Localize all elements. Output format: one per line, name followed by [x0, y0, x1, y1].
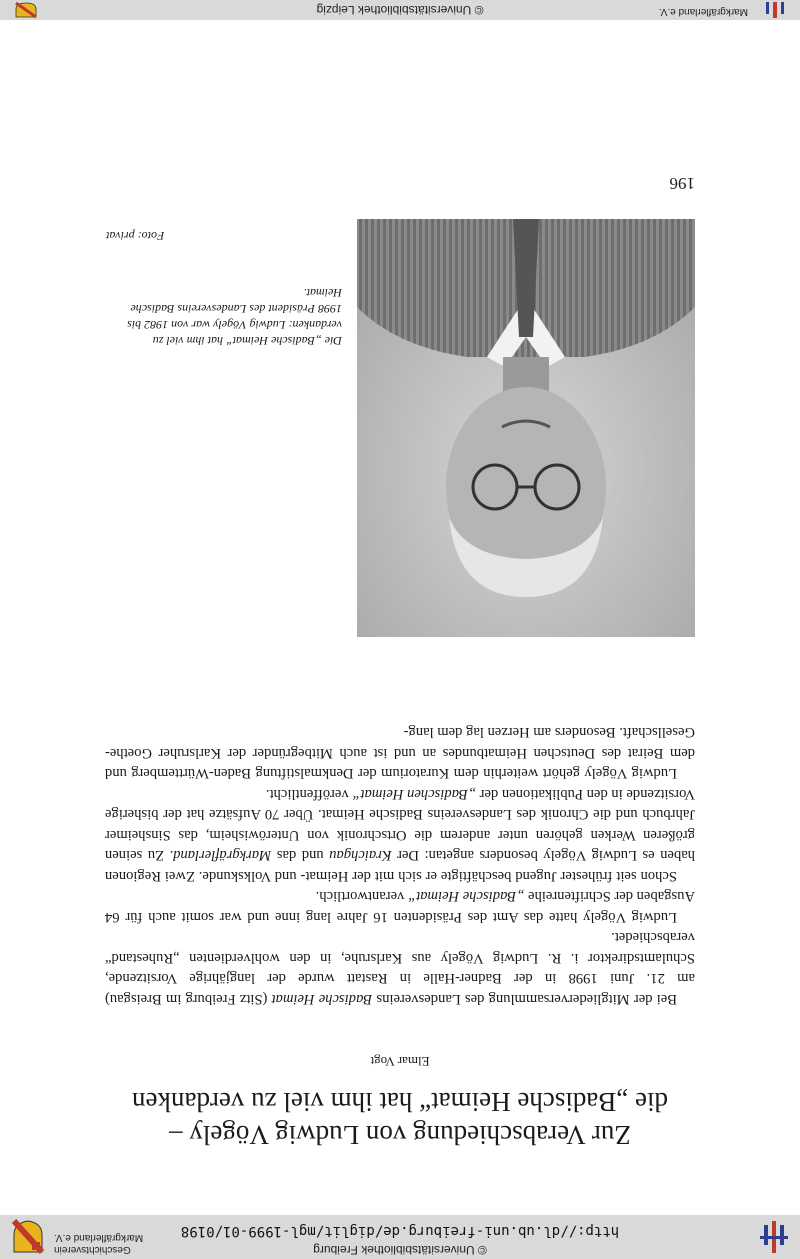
text-run: verantwortlich.	[315, 888, 409, 905]
document-url[interactable]: http://dl.ub.uni-freiburg.de/diglit/mgl-1999-01/0198	[180, 1223, 620, 1239]
copyright-notice: © Universitätsbibliothek Freiburg	[313, 1243, 487, 1257]
society-line-1: Geschichtsverein	[54, 1244, 131, 1255]
text-run: und das	[271, 847, 330, 864]
text-run: veröffentlicht.	[265, 786, 353, 802]
title-line-1: Zur Verabschiedung von Ludwig Vögely –	[169, 1120, 631, 1150]
paragraph-2	[105, 886, 695, 927]
society-crest-icon	[14, 2, 38, 18]
society-name: Markgräflerland e.V.	[658, 6, 748, 17]
title-line-2: die „Badische Heimat“ hat ihm viel zu verdanken	[131, 1087, 669, 1117]
page-number: 196	[669, 174, 695, 193]
paragraph-1	[105, 927, 695, 1009]
photo-credit: Foto: privat	[106, 229, 165, 243]
paragraph-3	[105, 784, 695, 887]
text-run: Zu seinen größeren Werken gehören unter anderem die Ortschronik von Unteröwisheim, das Sinsheimer Jahrbuch und die Chronik des Landesvereins Badische Heimat. Über 70 Aufsätze hat der bisherige Vorsitzende in den Publikationen der	[104, 786, 695, 864]
society-line-2: Markgräflerland e.V.	[54, 1232, 144, 1243]
viewer-footer	[0, 0, 800, 20]
text-run-italic: Kraichgau	[329, 847, 392, 864]
portrait-photo	[357, 219, 695, 637]
paragraph-4: Ludwig Vögely gehört weiterhin dem Kuratorium der Denkmalstiftung Baden-Württemberg und dem Beirat des Deutschen Heimatbundes an und ist auch Mitbegründer der Karlsruher Goethe-Gesellschaft. Besonders am Herzen lag dem lang-	[105, 724, 695, 782]
society-name	[54, 1231, 143, 1255]
photo-caption: Die „Badische Heimat“ hat ihm viel zu verdanken: Ludwig Vögely war von 1982 bis 1998 Präsident des Landesvereins Badische Heimat.	[127, 286, 342, 348]
copyright-notice: © Universitätsbibliothek Leipzig	[316, 3, 484, 17]
article-body	[105, 722, 695, 1009]
text-run: Schon seit frühester Jugend beschäftigte er sich mit der Heimat- und Volkskunde. Zwei Regionen haben es Ludwig Vögely besonders angetan: Der	[105, 847, 695, 884]
text-run-italic: Markgräflerland.	[169, 847, 272, 864]
article-author: Elmar Vogt	[370, 1054, 430, 1069]
society-crest-icon	[10, 1219, 46, 1255]
text-run-italic: „Badische Heimat“	[408, 888, 525, 905]
viewer-header	[0, 1215, 800, 1259]
article-title	[80, 1085, 720, 1151]
text-run-italic: Badische Heimat	[271, 991, 373, 1007]
text-run-italic: „Badischen Heimat“	[352, 786, 476, 802]
text-run: (Sitz Freiburg im Breisgau) am 21. Juni 1998 in der Badner-Halle in Rastatt wurde der langjährige Vorsitzende, Schulamtsdirektor i. R. Ludwig Vögely aus Karlsruhe, in den wohlverdienten „Ruhestand“ verabschiedet.	[105, 929, 695, 1007]
text-run: Bei der Mitgliederversammlung des Landesvereins	[372, 991, 677, 1007]
text-run: Ludwig Vögely hatte das Amt des Präsidenten 16 Jahre lang inne und war somit auch für 64 Ausgaben der Schriftenreihe	[105, 888, 695, 925]
